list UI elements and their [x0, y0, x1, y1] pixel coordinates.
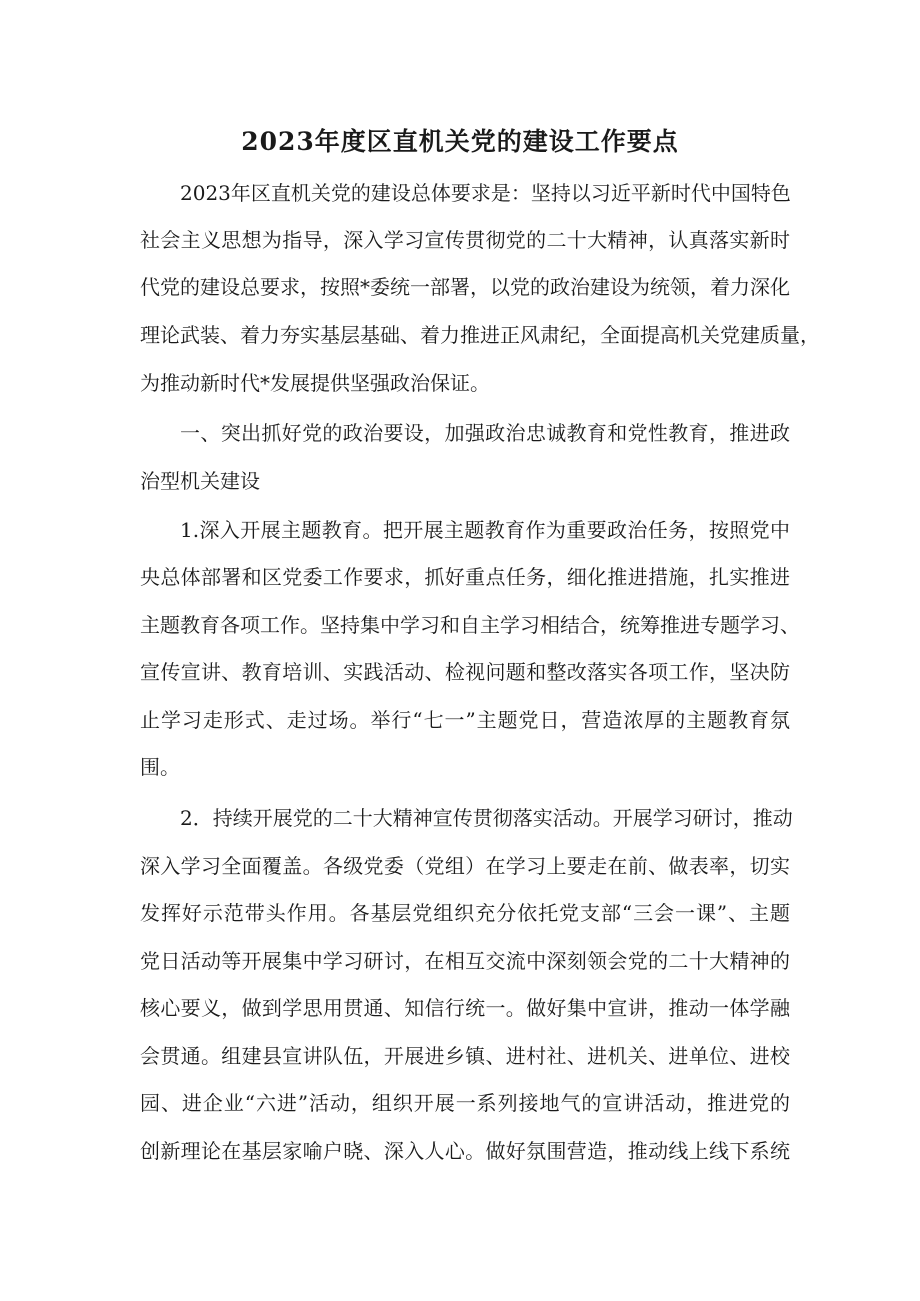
body-line: 社会主义思想为指导，深入学习宣传贯彻党的二十大精神，认真落实新时 [140, 228, 790, 252]
body-line: 理论武装、着力夯实基层基础、着力推进正风肃纪，全面提高机关党建质量， [140, 323, 820, 347]
body-line: 2023年区直机关党的建设总体要求是：坚持以习近平新时代中国特色 [180, 181, 791, 205]
body-line: 围。 [140, 755, 180, 779]
body-line: 宣传宣讲、教育培训、实践活动、检视问题和整改落实各项工作，坚决防 [140, 660, 790, 684]
body-line: 止学习走形式、走过场。举行“七一”主题党日，营造浓厚的主题教育氛 [140, 708, 790, 732]
body-line: 为推动新时代*发展提供坚强政治保证。 [140, 371, 490, 395]
body-line: 主题教育各项工作。坚持集中学习和自主学习相结合，统筹推进专题学习、 [140, 613, 800, 637]
body-line: 1.深入开展主题教育。把开展主题教育作为重要政治任务，按照党中 [180, 518, 790, 542]
section-heading-line: 一、突出抓好党的政治要设，加强政治忠诚教育和党性教育，推进政 [180, 421, 790, 445]
body-line: 园、进企业“六进”活动，组织开展一系列接地气的宣讲活动，推进党的 [140, 1091, 790, 1115]
body-line: 发挥好示范带头作用。各基层党组织充分依托党支部“三会一课”、主题 [140, 901, 790, 925]
body-line: 核心要义，做到学思用贯通、知信行统一。做好集中宣讲，推动一体学融 [140, 996, 790, 1020]
body-line: 党日活动等开展集中学习研讨，在相互交流中深刻领会党的二十大精神的 [140, 949, 790, 973]
body-line: 深入学习全面覆盖。各级党委（党组）在学习上要走在前、做表率，切实 [140, 854, 790, 878]
body-line: 会贯通。组建县宣讲队伍，开展进乡镇、进村社、进机关、进单位、进校 [140, 1044, 790, 1068]
body-line: 创新理论在基层家喻户晓、深入人心。做好氛围营造，推动线上线下系统 [140, 1139, 790, 1163]
body-line: 央总体部署和区党委工作要求，抓好重点任务，细化推进措施，扎实推进 [140, 565, 790, 589]
body-line: 2．持续开展党的二十大精神宣传贯彻落实活动。开展学习研讨，推动 [180, 806, 793, 830]
body-line: 代党的建设总要求，按照*委统一部署，以党的政治建设为统领，着力深化 [140, 275, 790, 299]
section-heading-line: 治型机关建设 [140, 469, 260, 493]
document-title: 2023年度区直机关党的建设工作要点 [241, 127, 679, 156]
